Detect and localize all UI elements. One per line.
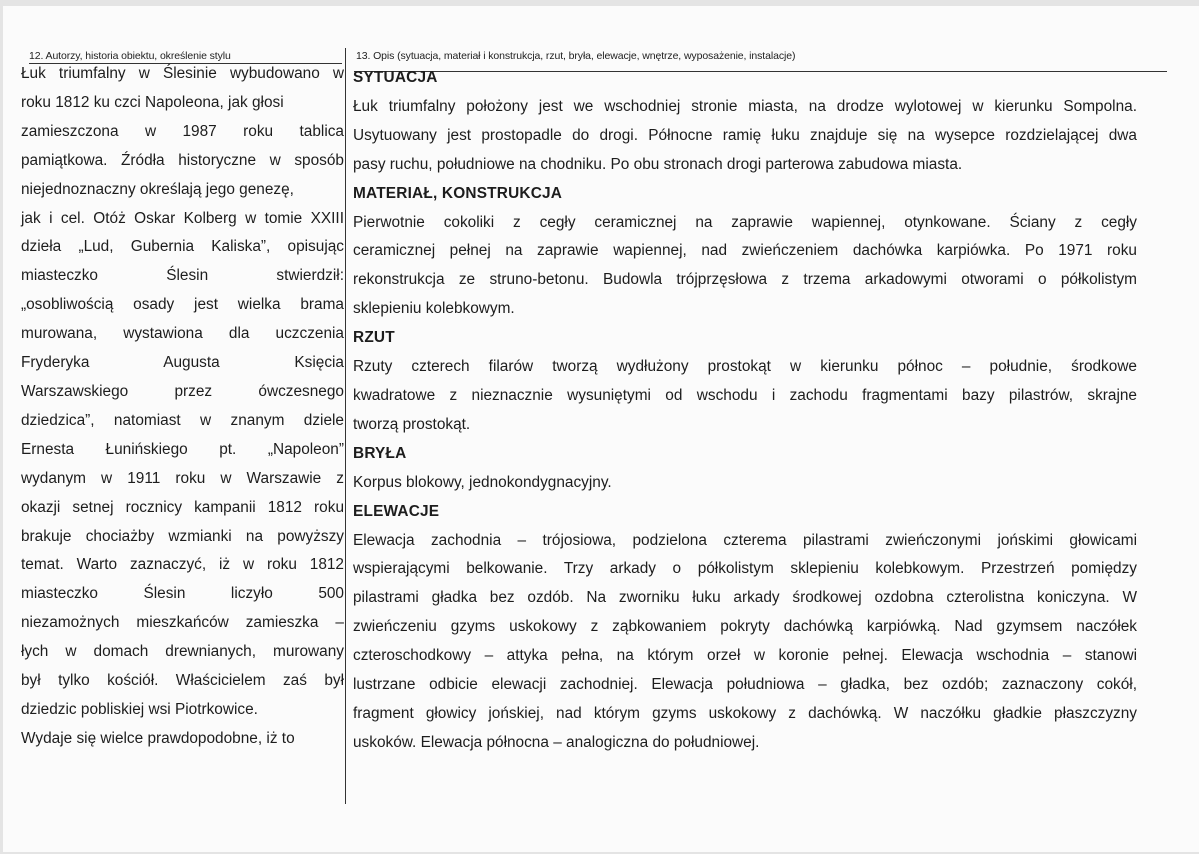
section-text-line: Elewacja zachodnia – trójosiowa, podzielona czterema pilastrami zwieńczonymi jońskimi głowicami: [353, 531, 1137, 549]
history-text-line: brakuje chociażby wzmianki na powyższy: [21, 527, 344, 545]
right-column-header: 13. Opis (sytuacja, materiał i konstrukcja, rzut, bryła, elewacje, wnętrze, wyposażenie, instalacje): [356, 50, 796, 62]
history-text-line: miasteczko Ślesin liczyło 500: [21, 585, 344, 603]
description-column: [353, 64, 1137, 758]
history-text-line: Wydaje się wielce prawdopodobne, iż to: [21, 729, 295, 747]
section-text-line: Pierwotnie cokoliki z cegły ceramicznej na zaprawie wapiennej, otynkowane. Ściany z cegły: [353, 213, 1137, 231]
history-column: [21, 60, 344, 754]
section-text-line: zwieńczeniu gzyms uskokowy z ząbkowaniem pokryty dachówką karpiówką. Nad gzymsem naczółek: [353, 618, 1137, 636]
history-text-line: „osobliwością osady jest wielka brama: [21, 296, 344, 314]
history-text-line: wydanym w 1911 roku w Warszawie z: [21, 469, 344, 487]
history-text-line: okazji setnej rocznicy kampanii 1812 roku: [21, 498, 344, 516]
history-text-line: roku 1812 ku czci Napoleona, jak głosi: [21, 93, 284, 111]
history-text-line: był tylko kościół. Właścicielem zaś był: [21, 672, 344, 690]
left-column-header: 12. Autorzy, historia obiektu, określenie stylu: [29, 50, 231, 62]
section-text-line: fragment głowicy jońskiej, nad którym gzyms uskokowy z dachówką. W naczółku gładkie płaszczyzny: [353, 704, 1137, 722]
history-text-line: zamieszczona w 1987 roku tablica: [21, 122, 344, 140]
section-heading: ELEWACJE: [353, 502, 440, 520]
section-heading: SYTUACJA: [353, 69, 438, 86]
history-text-line: dziedzic pobliskiej wsi Piotrkowice.: [21, 700, 258, 718]
section-text-line: czteroschodkowy – attyka pełna, na którym orzeł w koronie pełnej. Elewacja wschodnia – stanowi: [353, 647, 1137, 665]
section-text-line: Usytuowany jest prostopadle do drogi. Północne ramię łuku znajduje się na wysepce rozdzielającej dwa: [353, 126, 1137, 144]
section-heading: BRYŁA: [353, 444, 407, 462]
section-text-line: pasy ruchu, południowe na chodniku. Po obu stronach drogi parterowa zabudowa miasta.: [353, 155, 963, 173]
history-text-line: pamiątkowa. Źródła historyczne w sposób: [21, 151, 344, 169]
history-text-line: temat. Warto zaznaczyć, iż w roku 1812: [21, 556, 344, 574]
history-text-line: Ernesta Łunińskiego pt. „Napoleon”: [21, 440, 344, 458]
history-text-line: murowana, wystawiona dla uczczenia: [21, 325, 344, 343]
section-text-line: ceramicznej pełnej na zaprawie wapiennej, nad zwieńczeniem dachówka karpiówka. Po 1971 roku: [353, 242, 1137, 260]
section-text-line: sklepieniu kolebkowym.: [353, 300, 515, 318]
column-divider: [345, 48, 346, 804]
section-text-line: lustrzane odbicie elewacji zachodniej. Elewacja południowa – gładka, bez ozdób; zaznaczony cokół,: [353, 676, 1137, 694]
section-text-line: wspierającymi belkowanie. Trzy arkady o półkolistym sklepieniu kolebkowym. Przestrzeń pomiędzy: [353, 560, 1137, 578]
history-text-line: dziedzica”, natomiast w znanym dziele: [21, 411, 344, 429]
history-text-line: Łuk triumfalny w Ślesinie wybudowano w: [21, 65, 344, 82]
history-text-line: łych w domach drewnianych, murowany: [21, 643, 344, 661]
section-text-line: Korpus blokowy, jednokondygnacyjny.: [353, 473, 612, 491]
section-text-line: Łuk triumfalny położony jest we wschodniej stronie miasta, na drodze wylotowej w kierunku Sompolna.: [353, 97, 1137, 115]
section-text-line: Rzuty czterech filarów tworzą wydłużony prostokąt w kierunku północ – południe, środkowe: [353, 358, 1137, 376]
history-text-line: dzieła „Lud, Gubernia Kaliska”, opisując: [21, 238, 344, 256]
section-text-line: uskoków. Elewacja północna – analogiczna do południowej.: [353, 733, 760, 751]
history-text-line: Warszawskiego przez ówczesnego: [21, 382, 344, 400]
history-text-line: niejednoznaczny określają jego genezę,: [21, 180, 294, 198]
history-text-line: miasteczko Ślesin stwierdził:: [21, 267, 344, 285]
history-text-line: jak i cel. Otóż Oskar Kolberg w tomie XXIII: [21, 209, 344, 227]
section-text-line: rekonstrukcja ze struno-betonu. Budowla trójprzęsłowa z trzema arkadowymi otworami o półkolistym: [353, 271, 1137, 289]
section-heading: RZUT: [353, 329, 395, 347]
section-text-line: tworzą prostokąt.: [353, 415, 471, 433]
section-text-line: pilastrami gładka bez ozdób. Na zworniku łuku arkady środkowej ozdobna czterolistna koniczyna. W: [353, 589, 1137, 607]
section-heading: MATERIAŁ, KONSTRUKCJA: [353, 184, 563, 202]
section-text-line: kwadratowe z nieznacznie wysuniętymi od wschodu i zachodu fragmentami bazy pilastrów, skrajne: [353, 386, 1137, 404]
history-text-line: Fryderyka Augusta Księcia: [21, 354, 344, 372]
history-text-line: niezamożnych mieszkańców zamieszka –: [21, 614, 344, 632]
